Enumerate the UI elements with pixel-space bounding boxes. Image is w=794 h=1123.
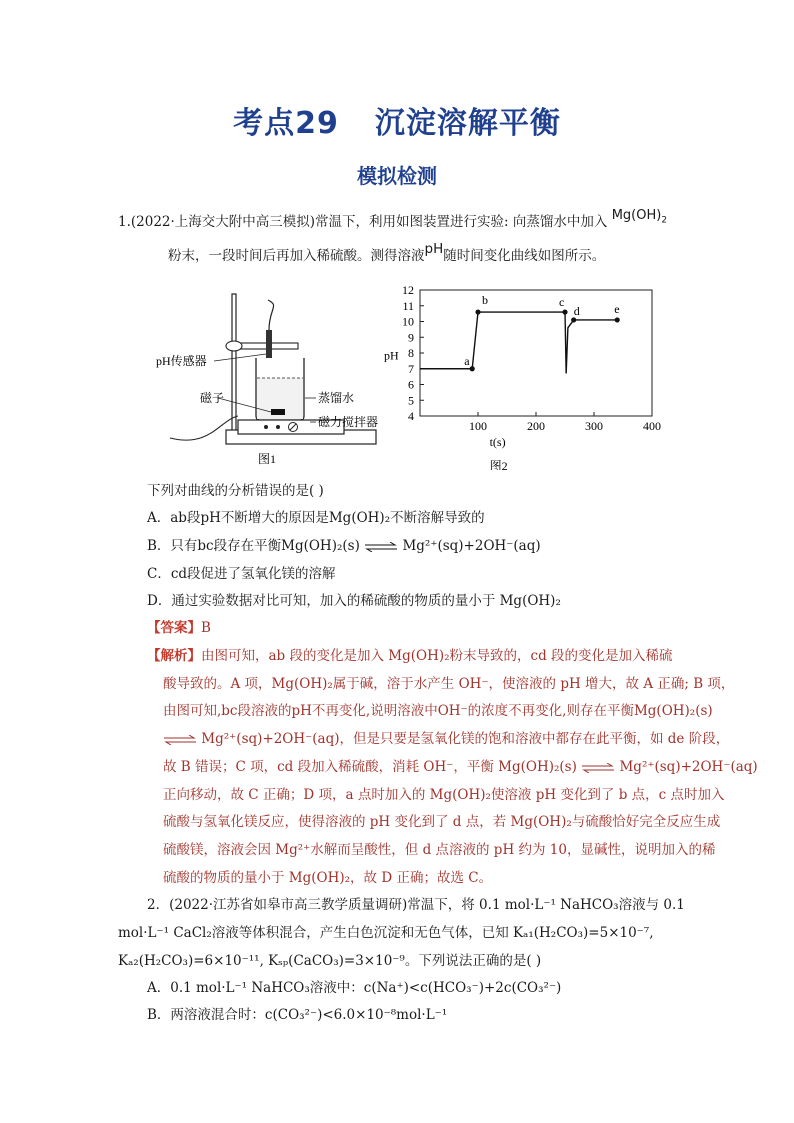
q1-stem-line1	[118, 208, 668, 238]
q2-line-3: Kₐ₂(H₂CO₃)=6×10⁻¹¹, Kₛₚ(CaCO₃)=3×10⁻⁹。下列说法正确的是( )	[118, 953, 542, 969]
analysis-line-7: 硫酸与氢氧化镁反应，使得溶液的 pH 变化到了 d 点，若 Mg(OH)₂与硫酸恰好完全反应生成	[163, 814, 721, 830]
stand-rod	[232, 294, 236, 434]
analysis-text-5b: Mg²⁺(sq)+2OH⁻(aq)	[619, 759, 758, 775]
q1-answer	[147, 618, 211, 638]
q2-option-a: A．0.1 mol·L⁻¹ NaHCO₃溶液中：c(Na⁺)<c(HCO₃⁻)+2c(CO₃²⁻)	[147, 980, 562, 996]
q1-option-c: C．cd段促进了氢氧化镁的溶解	[147, 566, 336, 582]
q1-option-a: A．ab段pH不断增大的原因是Mg(OH)₂不断溶解导致的	[147, 510, 485, 526]
point-label-a: a	[464, 353, 470, 368]
label-stirrer: 磁力搅拌器	[318, 415, 379, 429]
analysis-line-3: 由图可知,bc段溶液的pH不再变化,说明溶液中OH⁻的浓度不再变化,则存在平衡Mg(OH)₂(s)	[163, 703, 713, 719]
y-tick-label: 12	[402, 283, 414, 297]
q1-formula-mg: Mg(OH)	[611, 208, 662, 223]
q1-option-d: D．通过实验数据对比可知，加入的稀硫酸的物质的量小于 Mg(OH)₂	[147, 593, 561, 609]
point-a	[470, 366, 475, 371]
page-title	[0, 98, 794, 142]
figure-1-apparatus	[150, 288, 390, 466]
figure-2-chart	[380, 280, 670, 470]
y-tick-label: 8	[408, 346, 414, 360]
q1-formula-sub: 2	[661, 215, 668, 226]
fig2-caption: 图2	[489, 459, 508, 470]
q2-line-1: 2．(2022·江苏省如皋市高三教学质量调研)常温下，将 0.1 mol·L⁻¹ NaHCO₃溶液与 0.1	[147, 897, 685, 913]
equilibrium-arrow-icon	[364, 542, 398, 552]
title-kaodian: 考点29	[233, 106, 339, 141]
y-tick-label: 10	[402, 314, 414, 329]
analysis-tag: 【解析】	[147, 648, 201, 664]
analysis-line-4	[163, 729, 729, 749]
label-ph-sensor: pH传感器	[156, 354, 207, 368]
q1-stem-line2	[168, 241, 606, 266]
analysis-text-4: Mg²⁺(sq)+2OH⁻(aq)，但是只要是氢氧化镁的饱和溶液中都存在此平衡，如 de 阶段，	[201, 731, 730, 747]
section-subtitle: 模拟检测	[357, 164, 437, 188]
point-label-d: d	[573, 303, 580, 318]
y-tick-label: 6	[408, 377, 414, 392]
q1-stem-text1: 1.(2022·上海交大附中高三模拟)常温下，利用如图装置进行实验: 向蒸馏水中加入	[118, 214, 608, 230]
q1-stem-text2b: 随时间变化曲线如图所示。	[443, 248, 606, 264]
magnet-bar	[271, 409, 285, 415]
y-tick-label: 5	[408, 393, 414, 408]
label-water: 蒸馏水	[318, 391, 355, 405]
q1-stem-text2a: 粉末，一段时间后再加入稀硫酸。测得溶液	[168, 248, 425, 264]
label-cizi: 磁子	[200, 391, 225, 405]
x-tick-label: 100	[469, 419, 487, 433]
answer-value: B	[201, 620, 211, 636]
sensor-cable	[268, 300, 274, 330]
q1-option-b-pre: B．只有bc段存在平衡Mg(OH)₂(s)	[147, 538, 360, 554]
x-tick-label: 400	[643, 419, 661, 433]
y-tick-label: 7	[408, 361, 414, 376]
equilibrium-arrow-icon	[581, 763, 615, 773]
analysis-line-2: 酸导致的。A 项，Mg(OH)₂属于碱，溶于水产生 OH⁻，使溶液的 pH 增大，故 A 正确; B 项，	[163, 676, 735, 692]
y-tick-label: 9	[408, 330, 414, 345]
analysis-line-5	[163, 757, 758, 777]
q2-line-2: mol·L⁻¹ CaCl₂溶液等体积混合，产生白色沉淀和无色气体，已知 Kₐ₁(H₂CO₃)=5×10⁻⁷,	[118, 925, 654, 941]
stirrer-dot-2	[276, 425, 280, 429]
equilibrium-arrow-icon	[163, 735, 197, 745]
y-axis-label: pH	[384, 348, 399, 363]
q1-stem-formula	[611, 208, 668, 226]
point-d	[571, 317, 576, 322]
x-tick-label: 200	[527, 419, 545, 433]
x-tick-label: 300	[585, 419, 603, 433]
stirrer-dot-1	[264, 425, 268, 429]
answer-tag: 【答案】	[147, 620, 201, 636]
y-tick-label: 4	[408, 409, 414, 423]
analysis-line-6: 正向移动，故 C 正确；D 项，a 点时加入的 Mg(OH)₂使溶液 pH 变化到了 b 点，c 点时加入	[163, 787, 725, 803]
fig1-caption: 图1	[258, 452, 277, 466]
q1-option-b-post: Mg²⁺(sq)+2OH⁻(aq)	[402, 538, 541, 554]
analysis-text-1: 由图可知，ab 段的变化是加入 Mg(OH)₂粉末导致的，cd 段的变化是加入稀硫	[201, 648, 673, 664]
y-tick-label: 11	[402, 298, 414, 313]
analysis-line-1	[147, 646, 673, 666]
point-c	[562, 309, 567, 314]
q1-option-b	[147, 536, 541, 556]
point-label-c: c	[559, 295, 565, 310]
clamp-knob	[226, 341, 242, 351]
analysis-line-8: 硫酸镁，溶液会因 Mg²⁺水解而呈酸性，但 d 点溶液的 pH 约为 10，显碱性，说明加入的稀	[163, 842, 716, 858]
point-label-e: e	[614, 301, 620, 316]
q2-option-b: B．两溶液混合时：c(CO₃²⁻)<6.0×10⁻⁸mol·L⁻¹	[147, 1007, 448, 1023]
q1-prompt: 下列对曲线的分析错误的是( )	[147, 483, 324, 499]
point-label-b: b	[482, 293, 488, 308]
analysis-line-9: 硫酸的物质的量小于 Mg(OH)₂，故 D 正确；故选 C。	[163, 870, 493, 886]
q1-stem-ph: pH	[424, 241, 444, 257]
x-axis-label: t(s)	[489, 435, 506, 449]
point-b	[475, 309, 480, 314]
analysis-text-5: 故 B 错误；C 项，cd 段加入稀硫酸，消耗 OH⁻，平衡 Mg(OH)₂(s)	[163, 759, 577, 775]
point-e	[615, 317, 620, 322]
title-topic: 沉淀溶解平衡	[374, 106, 561, 141]
